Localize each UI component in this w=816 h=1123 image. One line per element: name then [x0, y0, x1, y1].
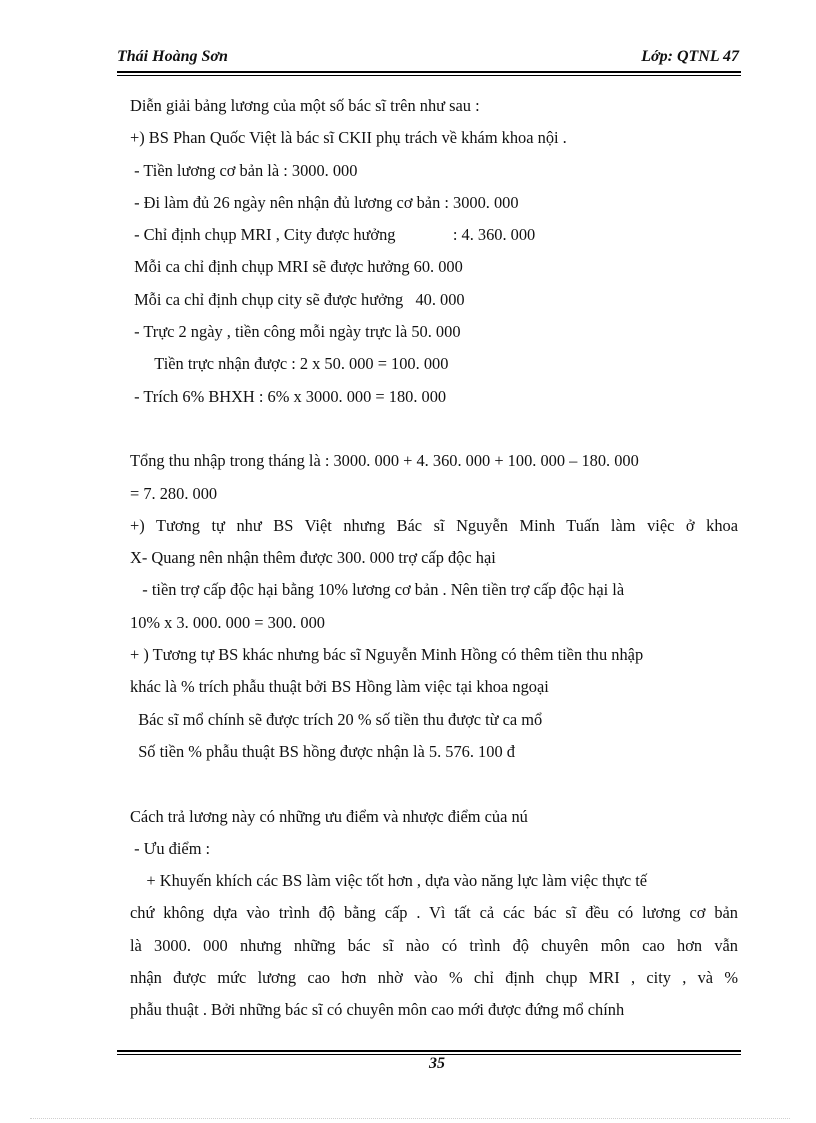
text-line: - Đi làm đủ 26 ngày nên nhận đủ lương cơ bản : 3000. 000: [130, 192, 519, 212]
text-line: nhận được mức lương cao hơn nhờ vào % chỉ định chụp MRI , city , và %: [130, 968, 738, 988]
text-line: chứ không dựa vào trình độ bằng cấp . Vì tất cả các bác sĩ đều có lương cơ bản: [130, 903, 738, 923]
body-text: [130, 90, 738, 1027]
text-line: Số tiền % phẫu thuật BS hồng được nhận là 5. 576. 100 đ: [130, 741, 515, 761]
text-line: 10% x 3. 000. 000 = 300. 000: [130, 612, 325, 632]
page-number: 35: [429, 1055, 445, 1072]
text-line: là 3000. 000 nhưng những bác sĩ nào có trình độ chuyên môn cao hơn vẫn: [130, 935, 738, 955]
blank-line: [130, 413, 738, 445]
text-line: - Chỉ định chụp MRI , City được hưởng : 4. 360. 000: [130, 225, 536, 245]
text-line: khác là % trích phẫu thuật bởi BS Hồng làm việc tại khoa ngoại: [130, 677, 549, 697]
text-line: phẫu thuật . Bởi những bác sĩ có chuyên môn cao mới được đứng mổ chính: [130, 1000, 625, 1020]
text-line: = 7. 280. 000: [130, 483, 218, 503]
text-line: Diễn giải bảng lương của một số bác sĩ trên như sau :: [130, 96, 480, 115]
text-line: +) Tương tự như BS Việt nhưng Bác sĩ Nguyễn Minh Tuấn làm việc ở khoa: [130, 515, 738, 535]
text-line: Tổng thu nhập trong tháng là : 3000. 000 + 4. 360. 000 + 100. 000 – 180. 000: [130, 451, 639, 471]
text-line: - Ưu điểm :: [130, 838, 211, 858]
text-line: Mỗi ca chỉ định chụp MRI sẽ được hưởng 60. 000: [130, 257, 463, 277]
text-line: X- Quang nên nhận thêm được 300. 000 trợ cấp độc hại: [130, 548, 496, 568]
text-line: +) BS Phan Quốc Việt là bác sĩ CKII phụ trách về khám khoa nội .: [130, 128, 567, 148]
text-line: Mỗi ca chỉ định chụp city sẽ được hưởng 40. 000: [130, 289, 465, 309]
page-bottom-dotted-edge: [30, 1118, 790, 1119]
text-line: Cách trả lương này có những ưu điểm và nhược điểm của nú: [130, 806, 528, 826]
header-rule: [117, 71, 741, 73]
text-line: Bác sĩ mổ chính sẽ được trích 20 % số tiền thu được từ ca mổ: [130, 709, 543, 729]
header-author: Thái Hoàng Sơn: [117, 48, 228, 65]
text-line: + ) Tương tự BS khác nhưng bác sĩ Nguyễn Minh Hồng có thêm tiền thu nhập: [130, 645, 644, 665]
text-line: Tiền trực nhận được : 2 x 50. 000 = 100. 000: [130, 354, 449, 374]
blank-line: [130, 768, 738, 800]
text-line: - Tiền lương cơ bản là : 3000. 000: [130, 160, 358, 180]
page-header: [117, 48, 741, 70]
text-line: - Trực 2 ngày , tiền công mỗi ngày trực là 50. 000: [130, 322, 461, 342]
header-rule-thin: [117, 75, 741, 76]
footer-rule: [117, 1050, 741, 1052]
text-line: + Khuyến khích các BS làm việc tốt hơn , dựa vào năng lực làm việc thực tế: [130, 871, 648, 891]
text-line: - tiền trợ cấp độc hại bằng 10% lương cơ bản . Nên tiền trợ cấp độc hại là: [130, 580, 625, 600]
header-class-label: Lớp: QTNL 47: [641, 48, 739, 65]
text-line: - Trích 6% BHXH : 6% x 3000. 000 = 180. 000: [130, 386, 447, 406]
